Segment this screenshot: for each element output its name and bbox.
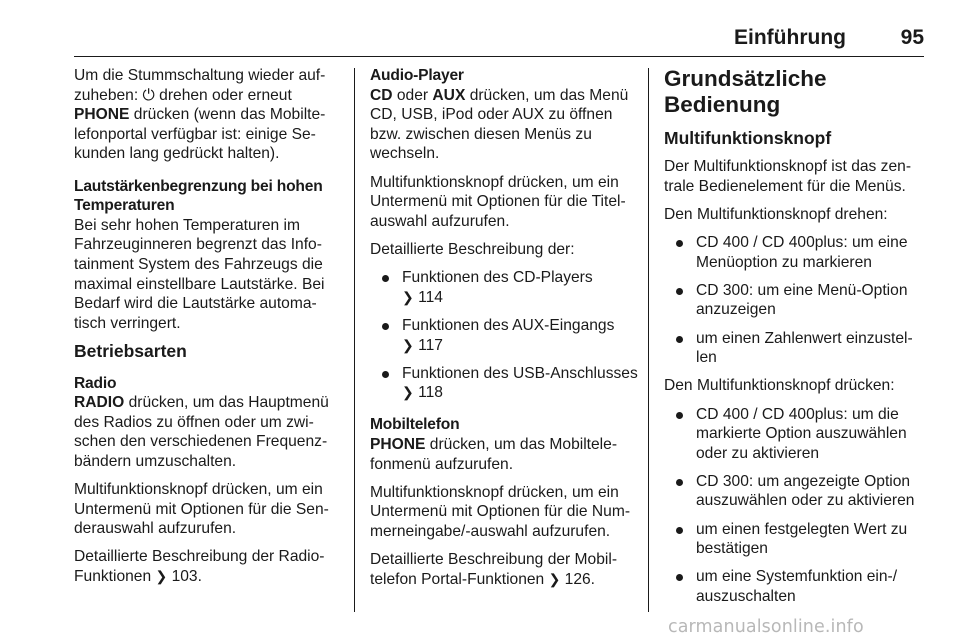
list-item: um einen festgelegten Wert zu bestätigen xyxy=(664,520,926,559)
phone-knob-paragraph: Multifunktionsknopf drücken, um ein Untermenü mit Optionen für die Nummerneingabe/-auswahl aufzurufen. xyxy=(370,483,631,541)
phone-paragraph: PHONE drücken, um das Mobiltelefonmenü aufzurufen. xyxy=(370,436,618,473)
modes-heading: Betriebsarten xyxy=(74,340,187,361)
page-reference-icon: ❯ xyxy=(402,384,414,401)
section-heading: Grundsätzliche Bedienung xyxy=(664,66,827,117)
phone-page-ref[interactable]: 126. xyxy=(564,570,596,588)
page-ref[interactable]: 117 xyxy=(418,336,443,354)
list-item: um einen Zahlenwert einzustellen xyxy=(664,329,926,368)
aux-key: AUX xyxy=(432,86,466,104)
bullet-icon xyxy=(382,275,389,282)
page-ref[interactable]: 118 xyxy=(418,384,443,402)
knob-heading: Multifunktionsknopf xyxy=(664,128,832,148)
column-divider xyxy=(648,68,649,612)
bullet-icon xyxy=(676,240,683,247)
bullet-icon xyxy=(676,412,683,419)
page-ref[interactable]: 114 xyxy=(418,288,443,306)
column-left xyxy=(74,66,342,595)
bullet-icon xyxy=(382,371,389,378)
page-reference-icon: ❯ xyxy=(155,568,168,585)
list-item: Funktionen des CD-Players ❯ 114 xyxy=(370,268,638,307)
audio-function-list xyxy=(370,268,638,403)
column-right xyxy=(664,66,926,615)
list-item: CD 400 / CD 400plus: um die markierte Option auszuwählen oder zu aktivieren xyxy=(664,405,926,464)
watermark: carmanualsonline.info xyxy=(668,617,864,637)
phone-key: PHONE xyxy=(370,436,426,454)
page-reference-icon: ❯ xyxy=(402,336,414,353)
list-item: CD 400 / CD 400plus: um eine Menüoption zu markieren xyxy=(664,233,926,272)
bullet-icon xyxy=(676,574,683,581)
list-item: CD 300: um angezeigte Option auszuwählen oder zu aktivieren xyxy=(664,472,926,511)
column-middle xyxy=(370,66,638,598)
bullet-icon xyxy=(676,288,683,295)
phone-heading: Mobiltelefon xyxy=(370,416,460,434)
list-item: Funktionen des USB-Anschlusses ❯ 118 xyxy=(370,364,638,403)
page-reference-icon: ❯ xyxy=(402,288,414,305)
mute-paragraph: Um die Stummschaltung wieder aufzuheben: ⏻ drehen oder erneut PHONE drücken (wenn das Mobiltelefonportal verfügbar ist: einige Sekunden lang gedrückt halten). xyxy=(74,67,326,163)
audio-knob-paragraph: Multifunktionsknopf drücken, um ein Untermenü mit Optionen für die Titelauswahl aufzurufen. xyxy=(370,173,626,230)
knob-paragraph: Der Multifunktionsknopf ist das zentrale Bedienelement für die Menüs. xyxy=(664,158,912,195)
page-header xyxy=(0,26,960,54)
press-intro: Den Multifunktionsknopf drücken: xyxy=(664,377,895,395)
cd-key: CD xyxy=(370,86,393,104)
list-item: um eine Systemfunktion ein-/ auszuschalten xyxy=(664,567,926,606)
list-item: Funktionen des AUX-Eingangs ❯ 117 xyxy=(370,316,638,355)
radio-heading: Radio xyxy=(74,374,117,392)
temperature-heading: Lautstärkenbegrenzung bei hohen Temperaturen xyxy=(74,177,323,215)
turn-list xyxy=(664,233,926,368)
bullet-icon xyxy=(676,479,683,486)
bullet-icon xyxy=(382,323,389,330)
radio-page-ref[interactable]: 103. xyxy=(171,568,202,586)
phone-detail-paragraph: Detaillierte Beschreibung der Mobiltelefon Portal-Funktionen ❯ 126. xyxy=(370,551,618,588)
bullet-icon xyxy=(676,527,683,534)
page-title: Einführung xyxy=(734,26,846,49)
page-number: 95 xyxy=(900,26,924,49)
turn-intro: Den Multifunktionsknopf drehen: xyxy=(664,205,888,223)
header-rule xyxy=(74,56,924,57)
radio-knob-paragraph: Multifunktionsknopf drücken, um ein Untermenü mit Optionen für die Senderauswahl aufzurufen. xyxy=(74,481,329,538)
audio-detail-paragraph: Detaillierte Beschreibung der: xyxy=(370,240,575,258)
audio-paragraph: CD oder AUX drücken, um das Menü CD, USB, iPod oder AUX zu öffnen bzw. zwischen diesen Menüs zu wechseln. xyxy=(370,86,629,163)
audio-heading: Audio-Player xyxy=(370,67,464,84)
radio-key: RADIO xyxy=(74,394,125,412)
phone-key: PHONE xyxy=(74,106,130,124)
temperature-paragraph: Bei sehr hohen Temperaturen im Fahrzeuginneren begrenzt das Infotainment System des Fahrzeugs die maximal einstellbare Lautstärke. Bei Bedarf wird die Lautstärke automatisch verringert. xyxy=(74,216,325,332)
radio-detail-paragraph: Detaillierte Beschreibung der Radio-Funktionen ❯ 103. xyxy=(74,548,325,586)
column-divider xyxy=(354,68,355,612)
list-item: CD 300: um eine Menü-Option anzuzeigen xyxy=(664,281,926,320)
page-reference-icon: ❯ xyxy=(548,570,561,587)
radio-paragraph: RADIO drücken, um das Hauptmenü des Radios zu öffnen oder um zwischen den verschiedenen Frequenzbändern umzuschalten. xyxy=(74,394,329,470)
press-list xyxy=(664,405,926,607)
bullet-icon xyxy=(676,336,683,343)
